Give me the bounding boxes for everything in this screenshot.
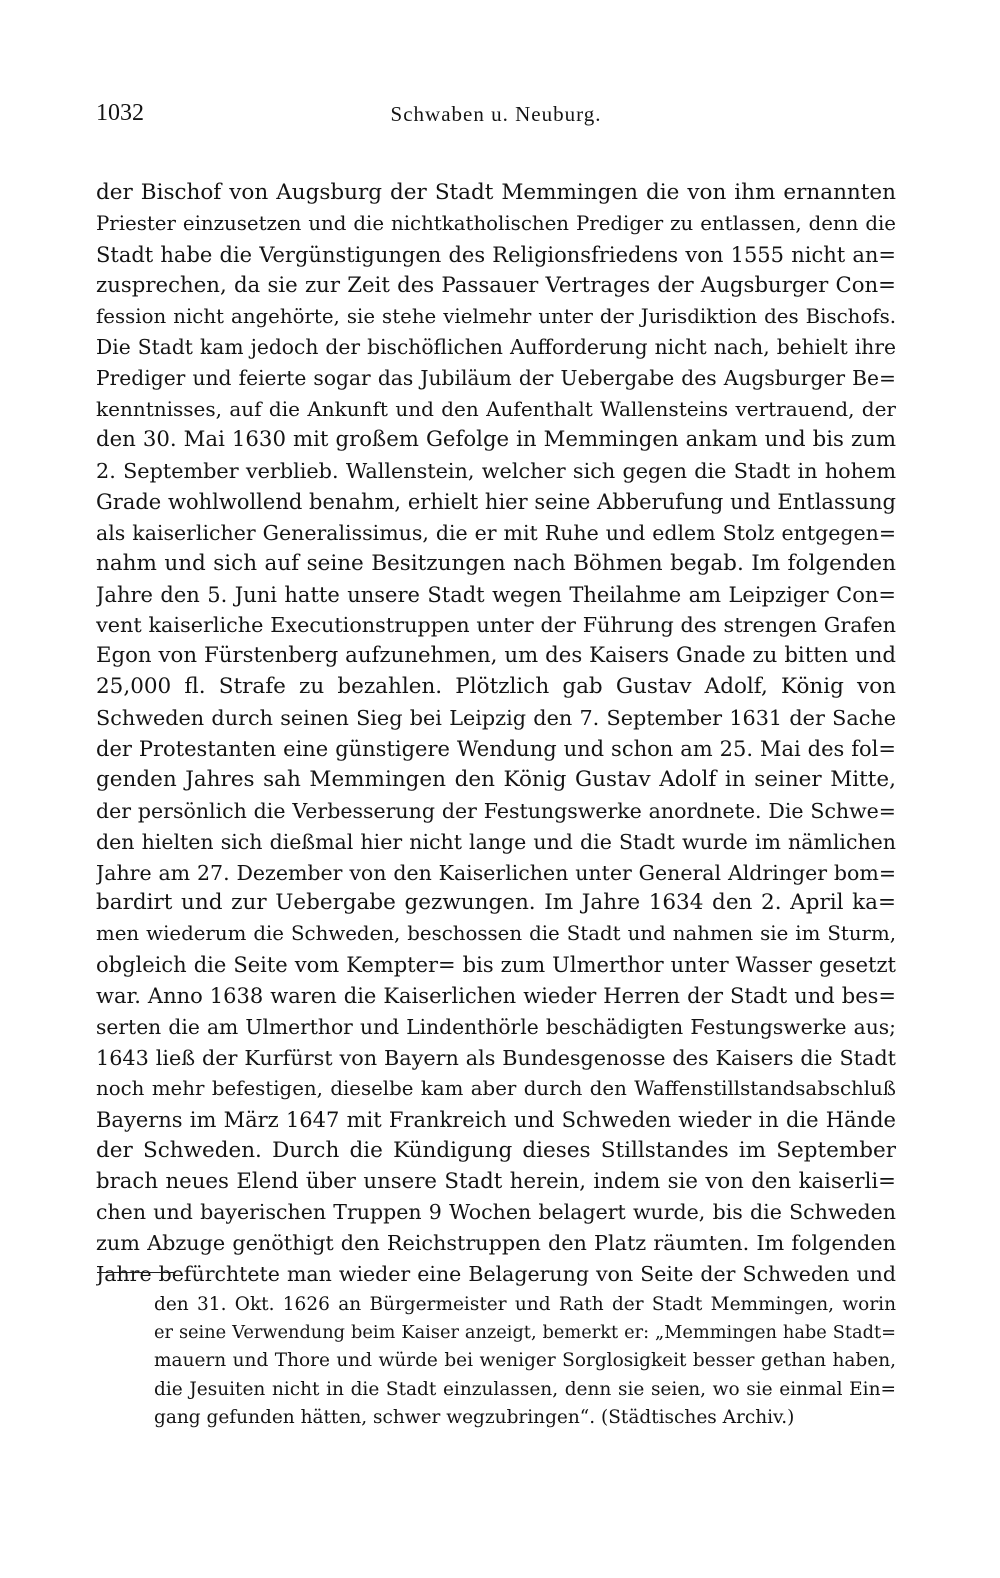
text-line: Bayerns im März 1647 mit Frankreich und Schweden wieder in die Hände [96,1107,896,1132]
text-line: Jahre den 5. Juni hatte unsere Stadt wegen Theilahme am Leipziger Con= [96,582,896,607]
text-line: noch mehr befestigen, dieselbe kam aber durch den Waffenstillstandsabschluß [96,1076,896,1100]
text-line: der persönlich die Verbesserung der Festungswerke anordnete. Die Schwe= [96,798,896,823]
text-line: chen und bayerischen Truppen 9 Wochen belagert wurde, bis die Schweden [96,1200,896,1225]
text-line: der Schweden. Durch die Kündigung dieses Stillstandes im September [96,1137,896,1163]
text-line: Jahre am 27. Dezember von den Kaiserlichen unter General Aldringer bom= [96,860,896,885]
page-header [96,100,896,136]
text-line: 1643 ließ der Kurfürst von Bayern als Bundesgenosse des Kaisers die Stadt [96,1045,896,1070]
text-line: zusprechen, da sie zur Zeit des Passauer Vertrages der Augsburger Con= [96,272,896,298]
text-line: nahm und sich auf seine Besitzungen nach Böhmen begab. Im folgenden [96,550,896,576]
footnote-line: die Jesuiten nicht in die Stadt einzulassen, denn sie seien, wo sie einmal Ein= [154,1378,896,1400]
text-line: den 30. Mai 1630 mit großem Gefolge in Memmingen ankam und bis zum [96,427,896,453]
footnote-line: gang gefunden hätten, schwer wegzubringen“. (Städtisches Archiv.) [154,1406,795,1428]
text-line: Egon von Fürstenberg aufzunehmen, um des Kaisers Gnade zu bitten und [96,643,896,669]
text-line: Priester einzusetzen und die nichtkatholischen Prediger zu entlassen, denn die [96,211,896,235]
text-line: zum Abzuge genöthigt den Reichstruppen den Platz räumten. Im folgenden [96,1231,896,1256]
running-title: Schwaben u. Neuburg. [390,102,602,126]
text-line: Stadt habe die Vergünstigungen des Religionsfriedens von 1555 nicht an= [96,242,896,267]
footnote-line: mauern und Thore und würde bei weniger Sorglosigkeit besser gethan haben, [154,1350,896,1372]
footnote-divider [97,1272,175,1273]
text-line: genden Jahres sah Memmingen den König Gustav Adolf in seiner Mitte, [96,766,896,792]
text-line: 2. September verblieb. Wallenstein, welcher sich gegen die Stadt in hohem [96,459,896,484]
text-line: vent kaiserliche Executionstruppen unter der Führung des strengen Grafen [96,613,896,638]
text-line: der Protestanten eine günstigere Wendung und schon am 25. Mai des fol= [96,737,896,762]
text-line: men wiederum die Schweden, beschossen die Stadt und nahmen sie im Sturm, [96,922,896,946]
footnote-line: den 31. Okt. 1626 an Bürgermeister und Rath der Stadt Memmingen, worin [154,1294,896,1315]
text-line: kenntnisses, auf die Ankunft und den Aufenthalt Wallensteins vertrauend, der [96,397,896,422]
footnote-line: er seine Verwendung beim Kaiser anzeigt, bemerkt er: „Memmingen habe Stadt= [154,1323,896,1344]
text-line: Die Stadt kam jedoch der bischöflichen Aufforderung nicht nach, behielt ihre [96,335,896,360]
main-text [96,178,896,1290]
page-number: 1032 [96,100,144,126]
text-line: obgleich die Seite vom Kempter= bis zum Ulmerthor unter Wasser gesetzt [96,953,896,978]
text-line: brach neues Elend über unsere Stadt herein, indem sie von den kaiserli= [96,1168,896,1194]
text-line: Grade wohlwollend benahm, erhielt hier seine Abberufung und Entlassung [96,489,896,514]
text-line: als kaiserlicher Generalissimus, die er mit Ruhe und edlem Stolz entgegen= [96,520,896,545]
text-line: bardirt und zur Uebergabe gezwungen. Im Jahre 1634 den 2. April ka= [96,890,896,916]
text-line: 25,000 fl. Strafe zu bezahlen. Plötzlich gab Gustav Adolf, König von [96,674,896,700]
footnote [154,1291,896,1432]
text-line: Jahre befürchtete man wieder eine Belagerung von Seite der Schweden und [96,1262,896,1287]
text-line: war. Anno 1638 waren die Kaiserlichen wieder Herren der Stadt und bes= [96,984,896,1009]
text-line: Prediger und feierte sogar das Jubiläum der Uebergabe des Augsburger Be= [96,366,896,391]
text-line: fession nicht angehörte, sie stehe vielmehr unter der Jurisdiktion des Bischofs. [96,304,896,328]
text-line: den hielten sich dießmal hier nicht lange und die Stadt wurde im nämlichen [96,829,896,854]
text-line: der Bischof von Augsburg der Stadt Memmingen die von ihm ernannten [96,180,896,205]
text-line: serten die am Ulmerthor und Lindenthörle beschädigten Festungswerke aus; [96,1015,896,1040]
text-line: Schweden durch seinen Sieg bei Leipzig den 7. September 1631 der Sache [96,706,896,731]
